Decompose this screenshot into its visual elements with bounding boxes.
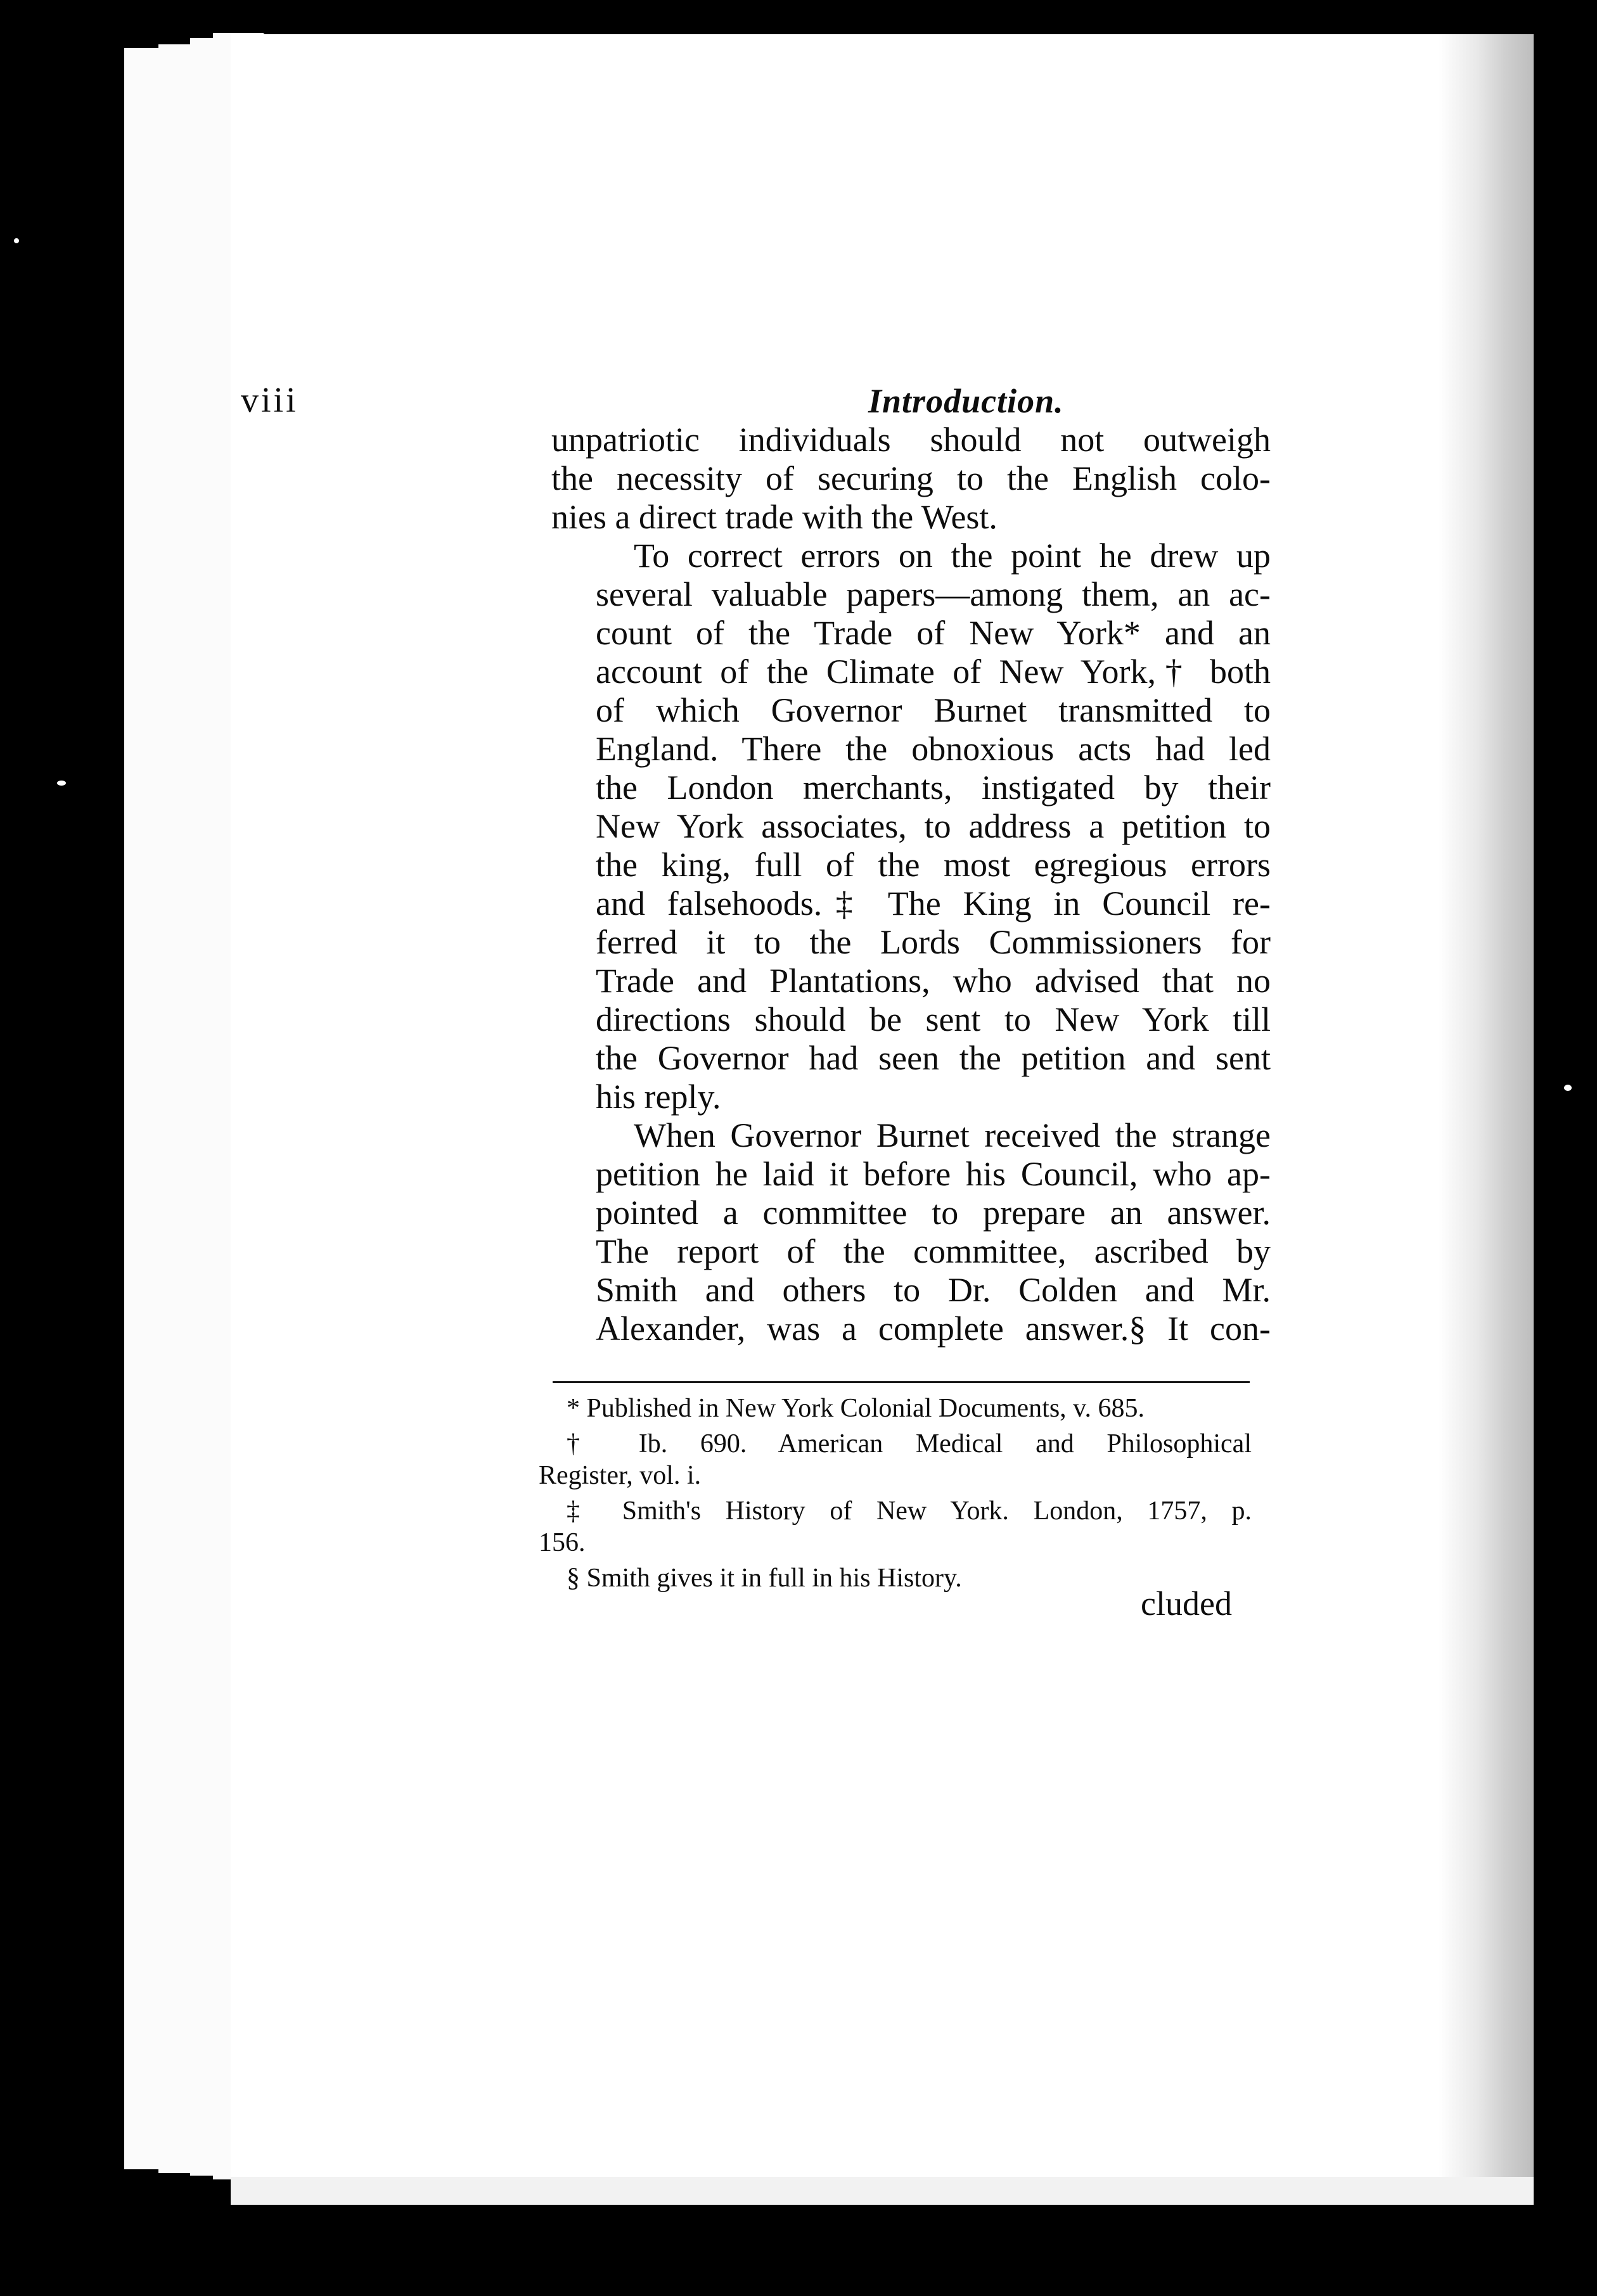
running-head: Introduction. [868, 382, 1064, 420]
text-line: several valuable papers—among them, an ac- [596, 575, 1271, 613]
text-line: the king, full of the most egregious errors [596, 846, 1271, 884]
paragraph [551, 537, 1271, 1116]
text-line: petition he laid it before his Council, who ap- [596, 1155, 1271, 1193]
text-line: the necessity of securing to the English colo- [551, 459, 1271, 497]
footnote-line: † Ib. 690. American Medical and Philosophical [567, 1429, 1252, 1458]
text-line: Smith and others to Dr. Colden and Mr. [596, 1271, 1271, 1309]
scan-speck [57, 781, 66, 786]
footnotes [539, 1393, 1252, 1598]
text-line: New York associates, to address a petition to [596, 807, 1271, 845]
paragraph [551, 1116, 1271, 1348]
gutter-shadow [1439, 34, 1534, 2205]
paragraph [551, 421, 1271, 537]
text-line: account of the Climate of New York,† both [596, 653, 1271, 691]
footnote [539, 1495, 1252, 1559]
text-line: ferred it to the Lords Commissioners for [596, 923, 1271, 961]
footnote-line: ‡ Smith's History of New York. London, 1757, p. [567, 1496, 1252, 1526]
scan-speck [1564, 1085, 1572, 1091]
footnote-line: 156. [539, 1528, 586, 1557]
footnote-rule [553, 1381, 1250, 1383]
text-line: England. There the obnoxious acts had led [596, 730, 1271, 768]
text-line: To correct errors on the point he drew up [634, 537, 1271, 575]
text-line: count of the Trade of New York* and an [596, 614, 1271, 652]
page-bottom-edge [231, 2177, 1534, 2205]
body-text [551, 421, 1271, 1348]
text-line: Trade and Plantations, who advised that no [596, 962, 1271, 1000]
text-line: of which Governor Burnet transmitted to [596, 691, 1271, 729]
footnote [539, 1393, 1252, 1424]
text-line: unpatriotic individuals should not outweigh [551, 421, 1271, 459]
footnote [539, 1428, 1252, 1491]
text-line: and falsehoods.‡ The King in Council re- [596, 884, 1271, 922]
footnote-line: § Smith gives it in full in his History. [567, 1564, 962, 1593]
text-line: directions should be sent to New York till [596, 1000, 1271, 1038]
text-line: the London merchants, instigated by their [596, 769, 1271, 807]
text-line: The report of the committee, ascribed by [596, 1232, 1271, 1270]
text-line: his reply. [596, 1078, 721, 1116]
text-line: pointed a committee to prepare an answer. [596, 1194, 1271, 1232]
footnote-line: Register, vol. i. [539, 1461, 702, 1490]
footnote-line: * Published in New York Colonial Documents, v. 685. [567, 1394, 1145, 1423]
text-line: the Governor had seen the petition and sent [596, 1039, 1271, 1077]
text-line: nies a direct trade with the West. [551, 498, 997, 536]
text-line: When Governor Burnet received the strange [634, 1116, 1271, 1154]
scan-speck [14, 238, 19, 243]
text-line: Alexander, was a complete answer.§ It con- [596, 1310, 1271, 1348]
page-number: viii [241, 381, 298, 420]
catchword: cluded [1141, 1585, 1232, 1623]
